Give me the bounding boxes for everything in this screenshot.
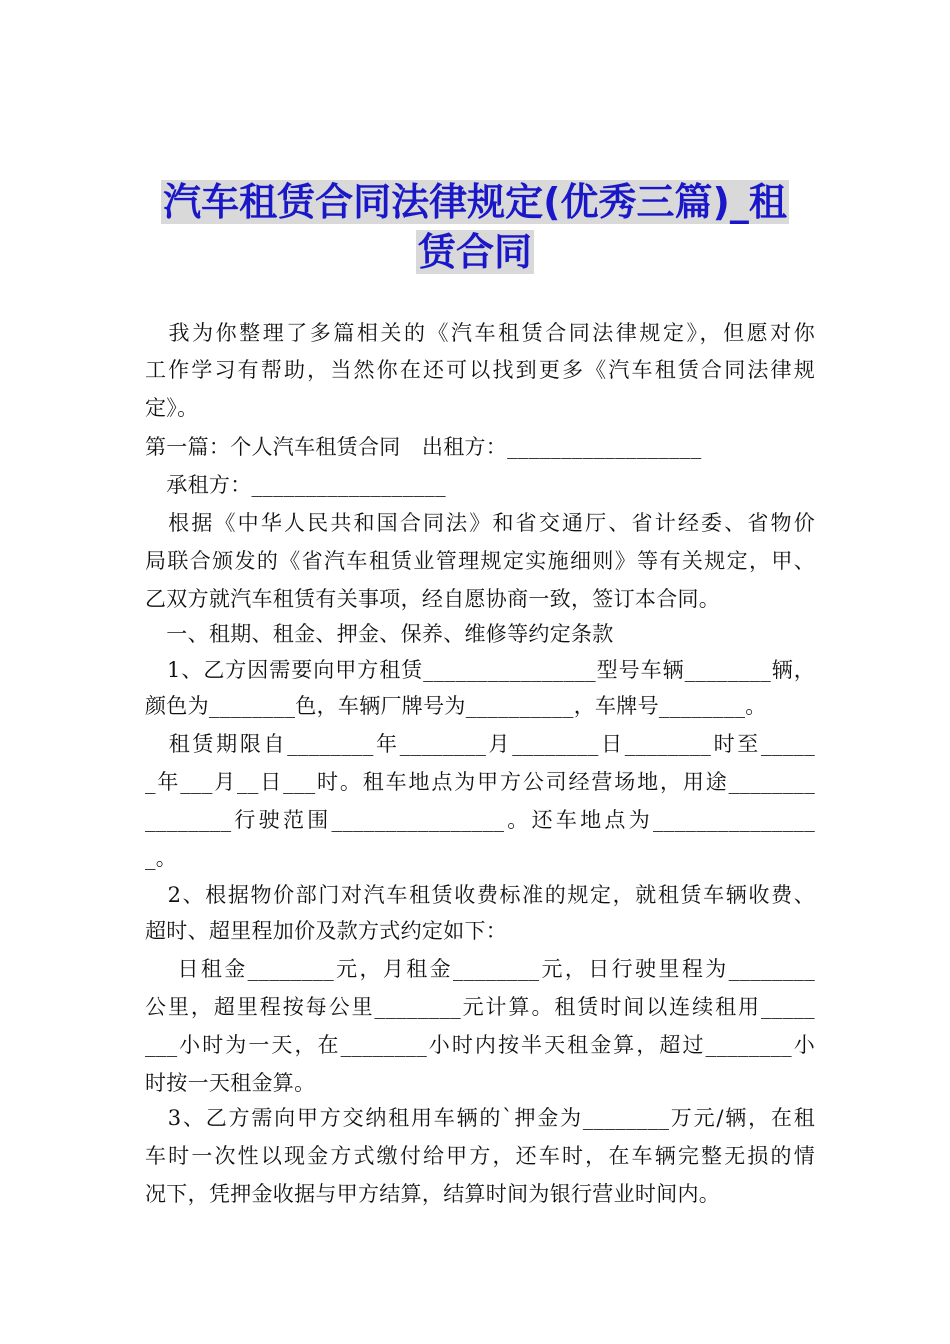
body-line: 第一篇：个人汽车租赁合同 出租方：__________________ (145, 435, 702, 459)
body-line: 2、根据物价部门对汽车租赁收费标准的规定，就租赁车辆收费、 (145, 883, 815, 907)
body-line: 3、乙方需向甲方交纳租用车辆的`押金为________万元/辆，在租 (145, 1106, 815, 1130)
body-line: 况下，凭押金收据与甲方结算，结算时间为银行营业时间内。 (145, 1182, 721, 1206)
body-line: 根据《中华人民共和国合同法》和省交通厅、省计经委、省物价 (145, 511, 815, 535)
section-heading: 一、租期、租金、押金、保养、维修等约定条款 (145, 622, 614, 646)
body-line: 租赁期限自________年________月________日________时至_____ (145, 732, 815, 756)
body-line: 我为你整理了多篇相关的《汽车租赁合同法律规定》，但愿对你 (145, 321, 815, 345)
document-title-line-2: 赁合同 (417, 230, 532, 274)
body-line: _年___月__日___时。租车地点为甲方公司经营场地，用途________ (145, 770, 815, 794)
body-line: 日租金________元，月租金________元，日行驶里程为________ (145, 957, 815, 981)
body-line: 颜色为________色，车辆厂牌号为__________，车牌号________。 (145, 694, 767, 718)
body-line: 超时、超里程加价及款方式约定如下： (145, 919, 508, 943)
body-line: 工作学习有帮助，当然你在还可以找到更多《汽车租赁合同法律规 (145, 358, 815, 382)
body-line: 乙双方就汽车租赁有关事项，经自愿协商一致，签订本合同。 (145, 587, 721, 611)
body-line: 局联合颁发的《省汽车租赁业管理规定实施细则》等有关规定，甲、 (145, 549, 815, 573)
body-line: 车时一次性以现金方式缴付给甲方，还车时，在车辆完整无损的情 (145, 1144, 815, 1168)
body-line: _。 (145, 846, 178, 870)
body-line: 定》。 (145, 396, 199, 420)
body-line: ________行驶范围________________。还车地点为_______________ (145, 808, 815, 832)
document-title-line-1: 汽车租赁合同法律规定(优秀三篇)_租 (163, 180, 787, 224)
body-line: 1、乙方因需要向甲方租赁________________型号车辆________辆， (145, 658, 815, 682)
body-line: 承租方：__________________ (145, 473, 446, 497)
body-line: 时按一天租金算。 (145, 1071, 316, 1095)
body-line: ___小时为一天，在________小时内按半天租金算，超过________小 (145, 1033, 815, 1057)
body-line: 公里，超里程按每公里________元计算。租赁时间以连续租用_____ (145, 995, 815, 1019)
